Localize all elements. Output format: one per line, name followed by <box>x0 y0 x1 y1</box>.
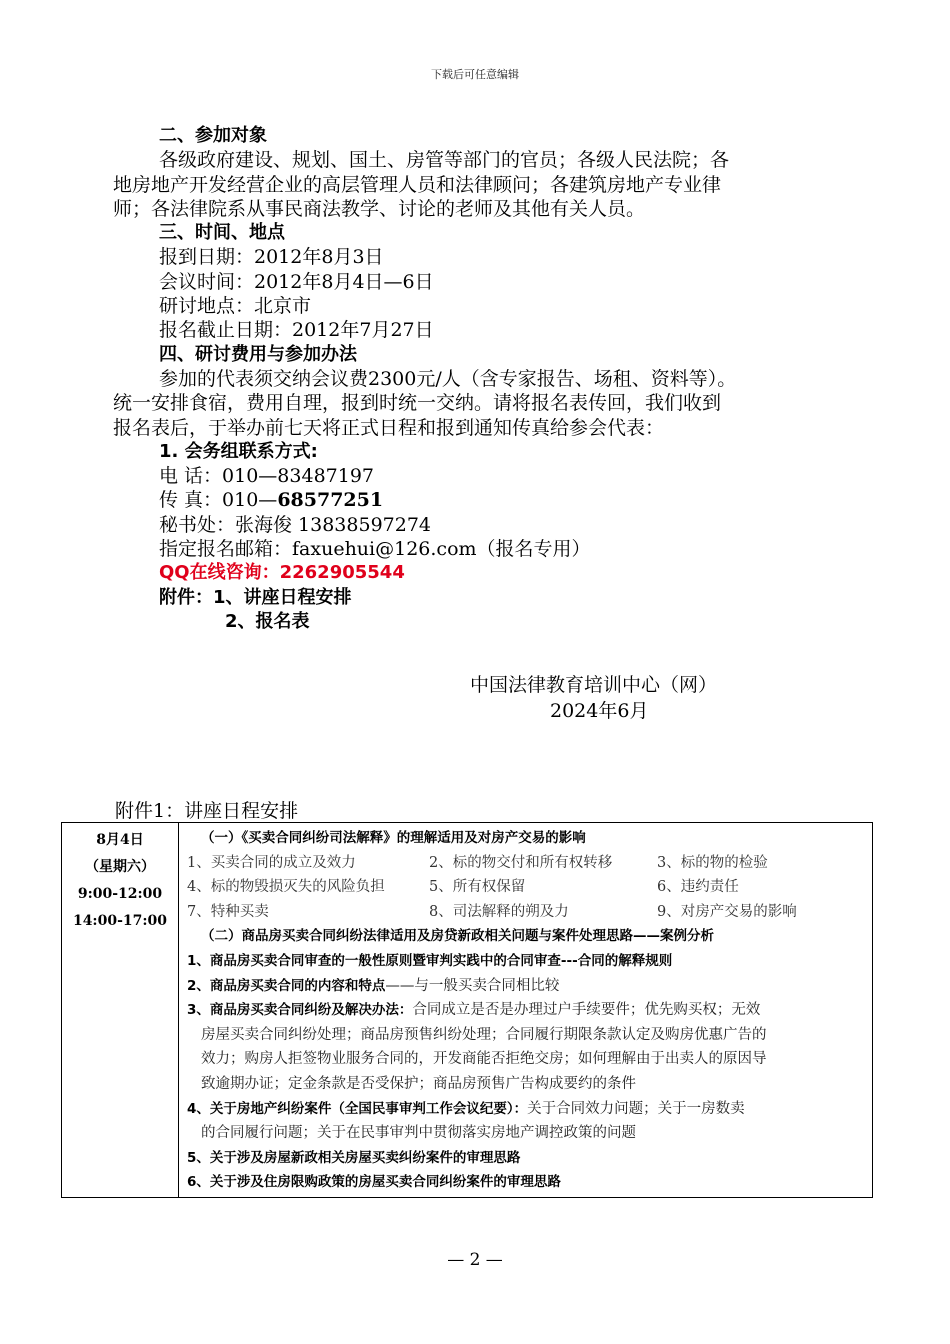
part2-item-3-title: 3、商品房买卖合同纠纷及解决办法： <box>187 1002 413 1019</box>
fees-line-1: 参加的代表须交纳会议费2300元/人（含专家报告、场租、资料等）。 <box>159 367 737 390</box>
schedule-weekday: （星期六） <box>85 859 155 875</box>
fees-line-2: 统一安排食宿，费用自理，报到时统一交纳。请将报名表传回，我们收到 <box>113 392 722 415</box>
part2-item-6: 6、关于涉及住房限购政策的房屋买卖合同纠纷案件的审理思路 <box>187 1174 561 1191</box>
email-line <box>113 537 853 561</box>
phone-label: 电 话： <box>159 465 223 488</box>
document-body <box>113 124 853 634</box>
list-item: 8、司法解释的朔及力 <box>429 903 569 920</box>
fax-prefix: 010— <box>222 489 278 512</box>
part2-item-1: 1、商品房买卖合同审查的一般性原则暨审判实践中的合同审查---合同的解释规则 <box>187 952 673 969</box>
email-note: （报名专用） <box>476 538 591 561</box>
registration-deadline: 报名截止日期：2012年7月27日 <box>159 319 434 342</box>
fax-line <box>113 488 853 512</box>
part2-item-2-note: ——与一般买卖合同相比较 <box>385 977 560 994</box>
part2-item-4-text-1: 关于合同效力问题；关于一房数卖 <box>527 1100 745 1117</box>
part2-item-3-text-4: 致逾期办证；定金条款是否受保护；商品房预售广告构成要约的条件 <box>201 1075 636 1092</box>
list-item: 1、买卖合同的成立及效力 <box>187 854 356 871</box>
signature-block <box>470 672 717 724</box>
fax-label: 传 真： <box>159 489 223 512</box>
part2-item-3-text-3: 效力；购房人拒签物业服务合同的，开发商能否拒绝交房；如何理解由于出卖人的原因导 <box>201 1051 767 1068</box>
part2-item-2-title: 2、商品房买卖合同的内容和特点 <box>187 977 386 994</box>
list-item: 9、对房产交易的影响 <box>657 903 797 920</box>
venue: 研讨地点：北京市 <box>159 295 312 318</box>
phone-number: 010—83487197 <box>222 465 375 488</box>
list-item: 3、标的物的检验 <box>657 854 768 871</box>
signature-date: 2024年6月 <box>550 700 649 722</box>
fax-number: 68577251 <box>277 489 384 512</box>
checkin-date: 报到日期：2012年8月3日 <box>159 246 384 269</box>
schedule-date-cell <box>62 823 179 1198</box>
list-item: 6、违约责任 <box>657 879 739 896</box>
secretary-line: 秘书处：张海俊 13838597274 <box>159 513 432 536</box>
attachments-line-2: 2、报名表 <box>225 610 310 632</box>
fees-line-3: 报名表后，于举办前七天将正式日程和报到通知传真给参会代表： <box>113 416 665 439</box>
part2-title: （二）商品房买卖合同纠纷法律适用及房贷新政相关问题与案件处理思路——案例分析 <box>201 928 714 945</box>
schedule-content-cell <box>179 823 873 1198</box>
schedule-time-morning: 9:00-12:00 <box>77 886 163 902</box>
schedule-day: 8月4日 <box>96 832 144 848</box>
participants-line-1: 各级政府建设、规划、国土、房管等部门的官员；各级人民法院；各 <box>159 149 730 172</box>
email-link[interactable]: faxuehui@126.com <box>292 538 477 561</box>
part2-item-2 <box>187 974 864 999</box>
part2-item-4-title: 4、关于房地产纠纷案件（全国民事审判工作会议纪要）： <box>187 1100 528 1117</box>
section-heading-fees: 四、研讨费用与参加办法 <box>159 343 357 365</box>
participants-line-3: 师；各法律院系从事民商法教学、讨论的老师及其他有关人员。 <box>113 197 646 220</box>
meeting-time: 会议时间：2012年8月4日—6日 <box>159 270 434 293</box>
signature-org: 中国法律教育培训中心（网） <box>470 674 718 696</box>
part2-item-5: 5、关于涉及房屋新政相关房屋买卖纠纷案件的审理思路 <box>187 1149 521 1166</box>
part1-row-3 <box>187 900 864 925</box>
attachment1-title: 附件1：讲座日程安排 <box>115 800 299 822</box>
part2-item-3-text-1: 合同成立是否是办理过户手续要件；优先购买权；无效 <box>412 1002 761 1019</box>
list-item: 2、标的物交付和所有权转移 <box>429 854 613 871</box>
table-row <box>62 823 873 1198</box>
part1-row-2 <box>187 875 864 900</box>
section-heading-participants: 二、参加对象 <box>159 125 267 146</box>
participants-line-2: 地房地产开发经营企业的高层管理人员和法律顾问；各建筑房地产专业律 <box>113 173 722 196</box>
list-item: 7、特种买卖 <box>187 903 269 920</box>
part2-item-3 <box>187 998 864 1096</box>
section-heading-time-place: 三、时间、地点 <box>159 222 285 244</box>
header-note: 下载后可任意编辑 <box>431 68 519 81</box>
part1-row-1 <box>187 851 864 876</box>
email-label: 指定报名邮箱： <box>159 538 293 561</box>
attachments-line-1: 附件：1、讲座日程安排 <box>159 586 352 608</box>
part2-item-4 <box>187 1097 864 1146</box>
schedule-time-afternoon: 14:00-17:00 <box>72 913 168 929</box>
part2-item-4-text-2: 的合同履行问题；关于在民事审判中贯彻落实房地产调控政策的问题 <box>201 1125 636 1142</box>
list-item: 5、所有权保留 <box>429 879 526 896</box>
page-number: — 2 — <box>447 1250 503 1270</box>
part1-title: （一）《买卖合同纠纷司法解释》的理解适用及对房产交易的影响 <box>201 830 586 846</box>
phone-line <box>113 464 853 488</box>
part2-item-3-text-2: 房屋买卖合同纠纷处理；商品房预售纠纷处理；合同履行期限条款认定及购房优惠广告的 <box>201 1026 767 1043</box>
schedule-table <box>61 822 873 1198</box>
qq-consult: QQ在线咨询：2262905544 <box>159 562 405 584</box>
contact-heading: 1. 会务组联系方式: <box>159 440 318 462</box>
list-item: 4、标的物毁损灭失的风险负担 <box>187 879 385 896</box>
